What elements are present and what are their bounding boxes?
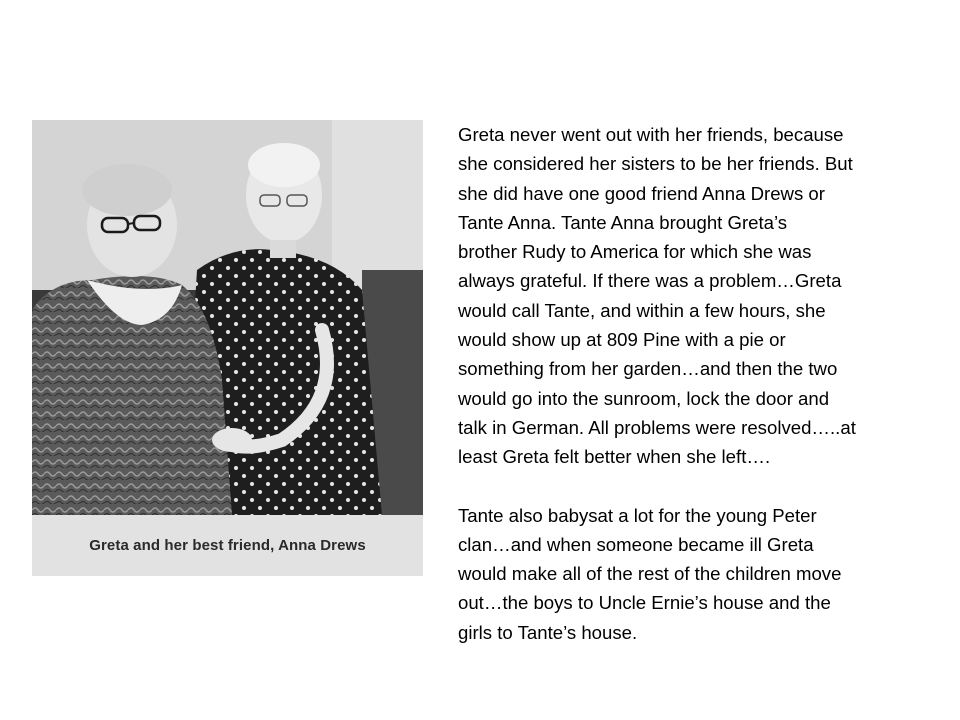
story-text xyxy=(458,120,946,647)
paragraph-1: Greta never went out with her friends, because she considered her sisters to be her friends. But she did have one good friend Anna Drews or Tante Anna. Tante Anna brought Greta’s brother Rudy to America for which she was always grateful. If there was a problem…Greta would call Tante, and within a few hours, she would show up at 809 Pine with a pie or something from her garden…and then the two would go into the sunroom, lock the door and talk in German. All problems were resolved…..at least Greta felt better when she left…. xyxy=(458,124,856,468)
paragraph-2: Tante also babysat a lot for the young Peter clan…and when someone became ill Greta would make all of the rest of the children move out…the boys to Uncle Ernie’s house and the girls to Tante’s house. xyxy=(458,504,842,643)
photo-caption-text: Greta and her best friend, Anna Drews xyxy=(89,537,366,554)
photo-caption xyxy=(32,515,423,576)
photograph xyxy=(32,120,423,576)
photo-illustration xyxy=(32,120,423,515)
photo-of-two-women xyxy=(32,120,423,515)
